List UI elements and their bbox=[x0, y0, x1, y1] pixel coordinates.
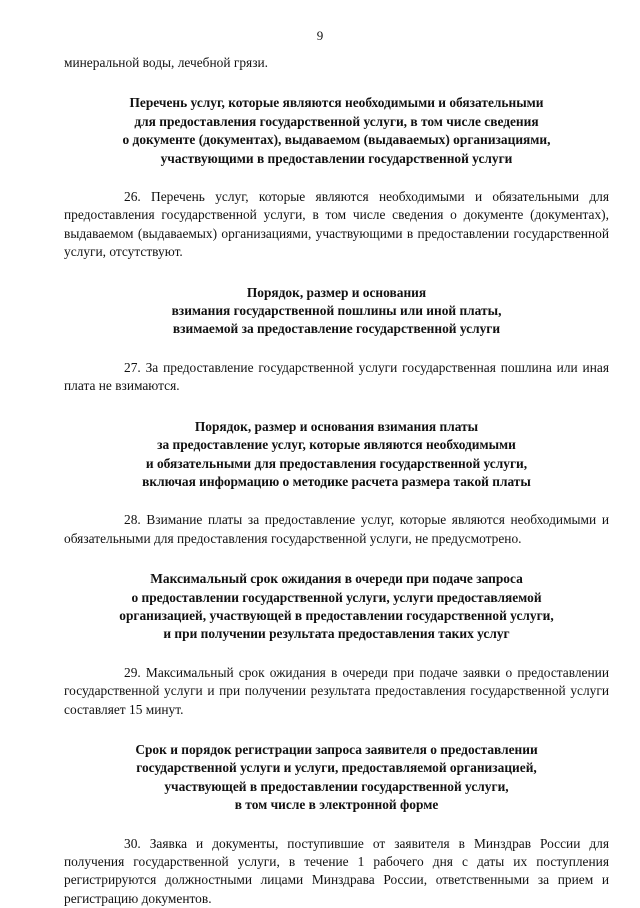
heading-line: взимания государственной пошлины или иной платы, bbox=[171, 303, 502, 319]
heading-line: и при получении результата предоставления таких услуг bbox=[163, 626, 510, 642]
paragraph-27: 27. За предоставление государственной услуги государственная пошлина или иная плата не взимаются. bbox=[64, 359, 609, 394]
heading-line: Порядок, размер и основания взимания платы bbox=[194, 418, 479, 434]
heading-line: и обязательными для предоставления государственной услуги, bbox=[145, 455, 528, 471]
paragraph-30: 30. Заявка и документы, поступившие от заявителя в Минздрав России для получения государственной услуги, в течение 1 рабочего дня с даты их поступления регистрируются должностными лицами Минздрава России, ответственными за прием и регистрацию документов. bbox=[64, 835, 609, 906]
heading-line: Перечень услуг, которые являются необходимыми и обязательными bbox=[129, 95, 544, 111]
section-heading-26 bbox=[64, 94, 609, 168]
section-heading-30 bbox=[64, 741, 609, 815]
section-heading-27 bbox=[64, 284, 609, 339]
paragraph-26: 26. Перечень услуг, которые являются необходимыми и обязательными для предоставления государственной услуги, в том числе сведения о документе (документах), выдаваемом (выдаваемых) организациями, участвующими в предоставлении государственной услуги, отсутствуют. bbox=[64, 189, 609, 260]
heading-line: в том числе в электронной форме bbox=[234, 797, 439, 813]
heading-line: за предоставление услуг, которые являются необходимыми bbox=[157, 437, 516, 453]
heading-line: Порядок, размер и основания bbox=[246, 284, 427, 300]
heading-line: организацией, участвующей в предоставлении государственной услуги, bbox=[119, 607, 554, 623]
section-heading-28 bbox=[64, 418, 609, 492]
heading-line: Срок и порядок регистрации запроса заявителя о предоставлении bbox=[135, 741, 538, 757]
page-number: 9 bbox=[316, 28, 324, 43]
paragraph-28: 28. Взимание платы за предоставление услуг, которые являются необходимыми и обязательными для предоставления государственной услуги, не предусмотрено. bbox=[64, 512, 609, 546]
section-heading-29 bbox=[64, 570, 609, 644]
heading-line: для предоставления государственной услуги, в том числе сведения bbox=[134, 113, 539, 129]
heading-line: включая информацию о методике расчета размера такой платы bbox=[142, 473, 531, 489]
heading-line: государственной услуги и услуги, предоставляемой организацией, bbox=[136, 760, 537, 776]
heading-line: участвующими в предоставлении государственной услуги bbox=[160, 150, 513, 166]
heading-line: о документе (документах), выдаваемом (выдаваемых) организациями, bbox=[122, 132, 551, 148]
heading-line: Максимальный срок ожидания в очереди при подаче запроса bbox=[150, 571, 523, 587]
heading-line: взимаемой за предоставление государственной услуги bbox=[172, 321, 501, 337]
heading-line: о предоставлении государственной услуги, услуги предоставляемой bbox=[131, 589, 542, 605]
continuation-text: минеральной воды, лечебной грязи. bbox=[64, 55, 269, 70]
heading-line: участвующей в предоставлении государственной услуги, bbox=[164, 778, 509, 794]
document-body bbox=[64, 54, 609, 908]
paragraph-29: 29. Максимальный срок ожидания в очереди при подаче заявки о предоставлении государственной услуги и при получении результата предоставления государственной услуги составляет 15 минут. bbox=[64, 664, 609, 717]
